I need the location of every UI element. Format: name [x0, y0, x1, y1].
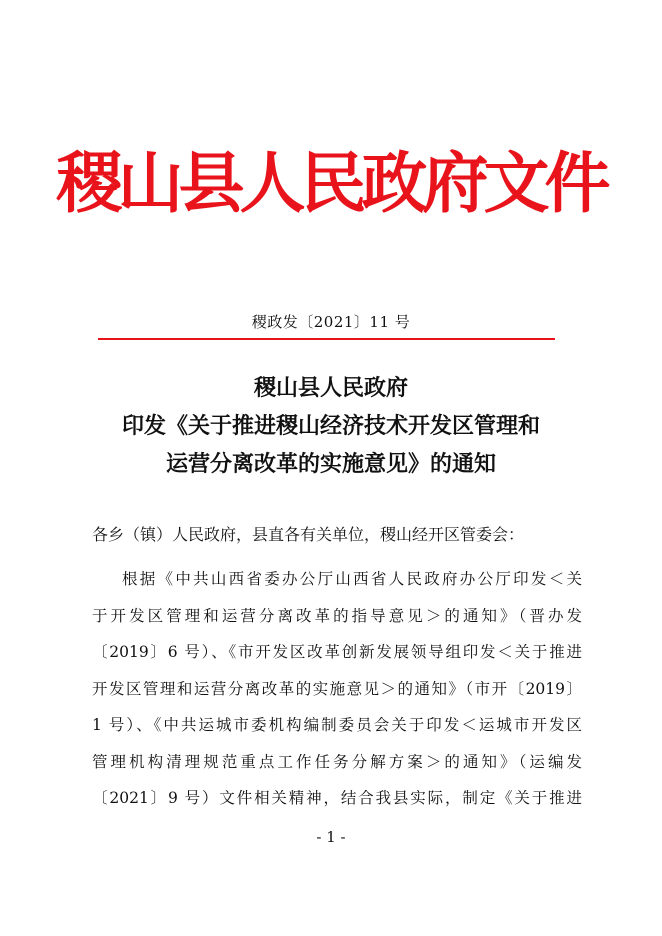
document-title-line: 印发《关于推进稷山经济技术开发区管理和 [121, 413, 540, 439]
document-title [0, 369, 662, 483]
red-divider-line [98, 338, 555, 340]
salutation: 各乡（镇）人民政府，县直各有关单位，稷山经开区管委会： [92, 525, 525, 544]
document-number: 稷政发〔2021〕11 号 [251, 313, 411, 331]
body-line: 管理机构清理规范重点工作任务分解方案＞的通知》（运编发 [92, 752, 582, 771]
page-number: - 1 - [316, 828, 346, 846]
document-title-line: 运营分离改革的实施意见》的通知 [165, 451, 496, 477]
body-line: 开发区管理和运营分离改革的实施意见＞的通知》（市开〔2019〕 [92, 679, 582, 698]
body-line: 〔2019〕6 号）、《市开发区改革创新发展领导组印发＜关于推进 [92, 643, 582, 661]
body-line: 于开发区管理和运营分离改革的指导意见＞的通知》（晋办发 [92, 606, 582, 625]
body-line: 根据《中共山西省委办公厅山西省人民政府办公厅印发＜关 [122, 570, 582, 588]
document-header-title: 稷山县人民政府文件 [56, 144, 606, 222]
document-title-line: 稷山县人民政府 [253, 375, 408, 401]
body-paragraph [92, 561, 582, 817]
body-line: 1 号）、《中共运城市委机构编制委员会关于印发＜运城市开发区 [92, 716, 582, 734]
body-line: 〔2021〕9 号）文件相关精神，结合我县实际，制定《关于推进 [92, 789, 582, 807]
